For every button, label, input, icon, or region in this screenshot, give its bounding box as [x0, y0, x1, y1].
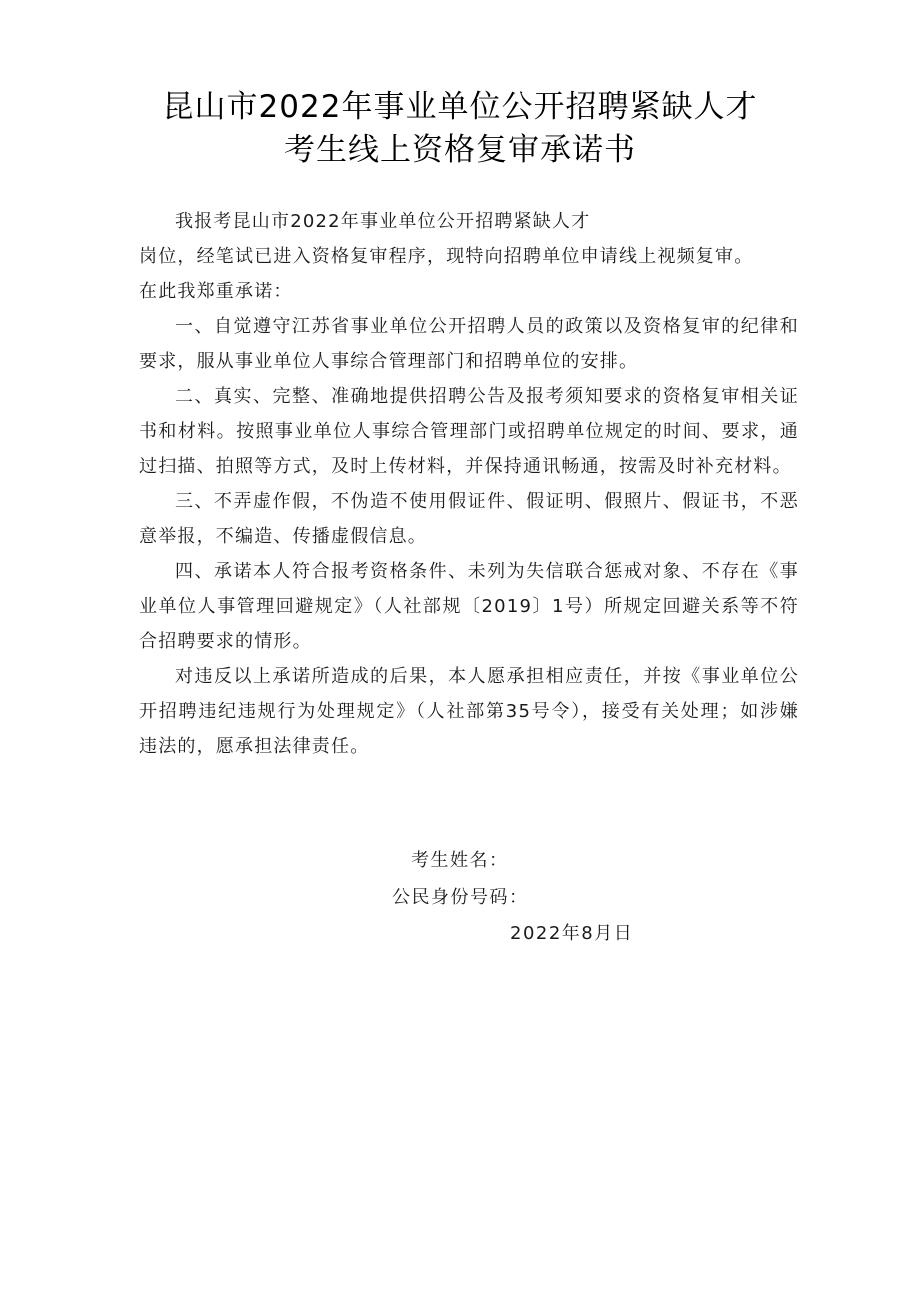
intro-line-2: 岗位，经笔试已进入资格复审程序，现特向招聘单位申请线上视频复审。 [139, 246, 754, 267]
closing-paragraph: 对违反以上承诺所造成的后果，本人愿承担相应责任，并按《事业单位公开招聘违纪违规行为处理规定》（人社部第35号令），接受有关处理；如涉嫌违法的，愿承担法律责任。 [139, 666, 799, 757]
intro-line-3: 在此我郑重承诺： [139, 281, 293, 302]
document-title-line2: 考生线上资格复审承诺书 [284, 132, 636, 168]
pledge-item-4: 四、承诺本人符合报考资格条件、未列为失信联合惩戒对象、不存在《事业单位人事管理回避规定》（人社部规〔2019〕1号）所规定回避关系等不符合招聘要求的情形。 [139, 561, 799, 652]
candidate-name-label: 考生姓名： [411, 850, 509, 871]
pledge-item-1: 一、自觉遵守江苏省事业单位公开招聘人员的政策以及资格复审的纪律和要求，服从事业单位人事综合管理部门和招聘单位的安排。 [139, 316, 799, 372]
id-number-label: 公民身份号码： [392, 887, 529, 908]
pledge-item-3: 三、不弄虚作假，不伪造不使用假证件、假证明、假照片、假证书，不恶意举报，不编造、传播虚假信息。 [139, 491, 799, 547]
document-body [139, 204, 799, 764]
intro-line-1: 我报考昆山市2022年事业单位公开招聘紧缺人才 [175, 211, 591, 232]
document-title-line1: 昆山市2022年事业单位公开招聘紧缺人才 [162, 89, 758, 125]
pledge-item-2: 二、真实、完整、准确地提供招聘公告及报考须知要求的资格复审相关证书和材料。按照事业单位人事综合管理部门或招聘单位规定的时间、要求，通过扫描、拍照等方式，及时上传材料，并保持通讯畅通，按需及时补充材料。 [139, 386, 799, 477]
signature-date: 2022年8月日 [510, 923, 634, 944]
